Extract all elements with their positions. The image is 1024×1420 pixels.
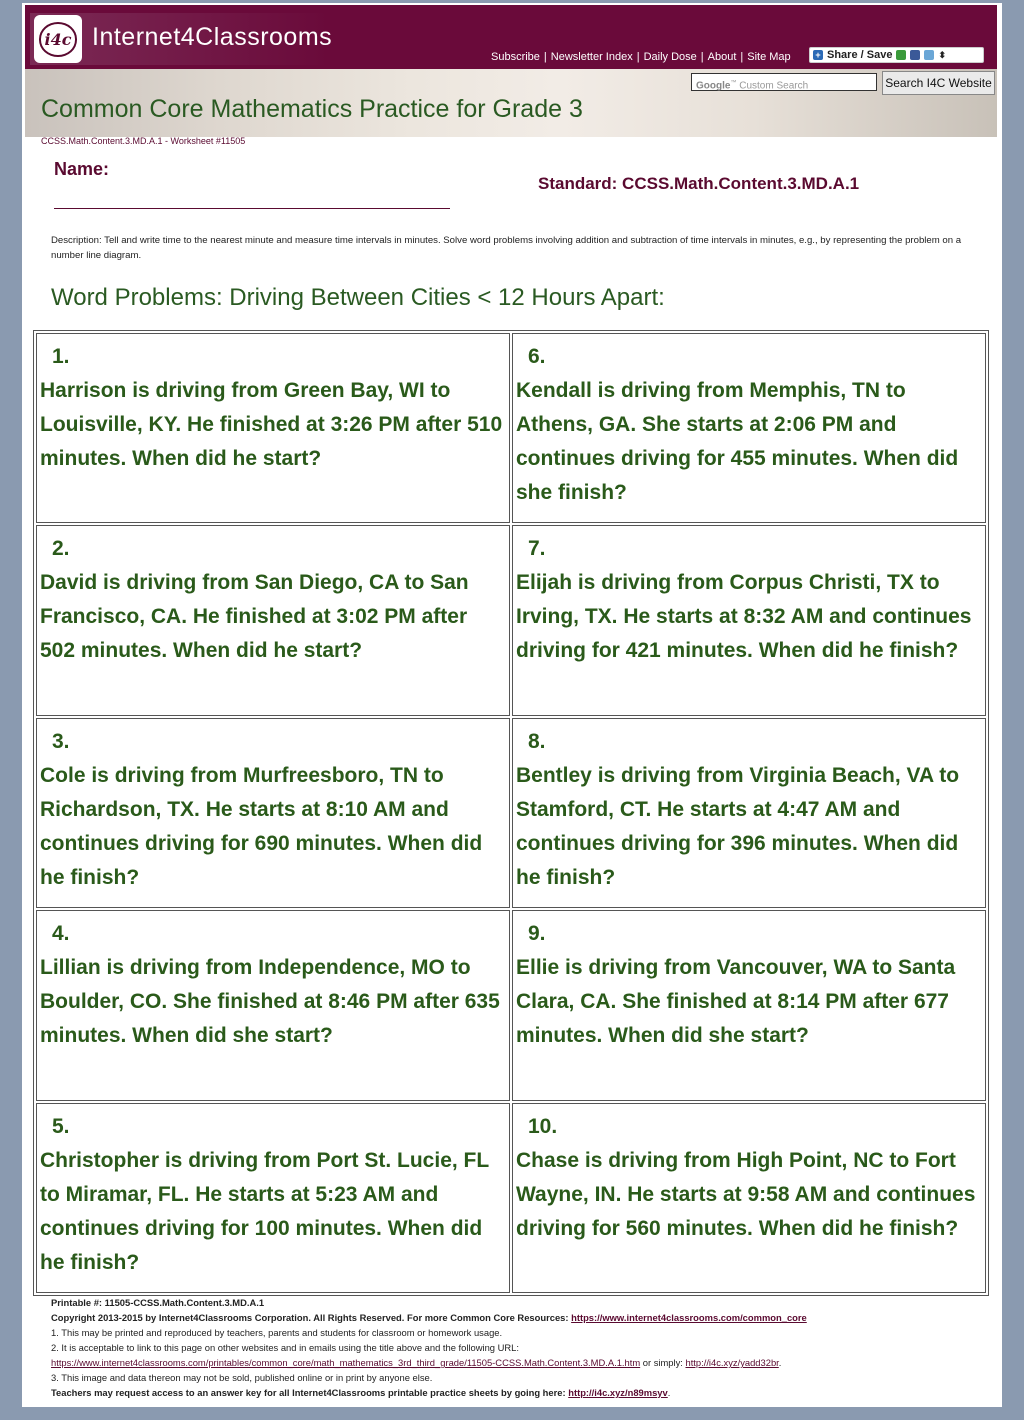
footer-line-3: 3. This image and data thereon may not be sold, published online or in print by anyone else.: [51, 1372, 433, 1383]
site-logo[interactable]: [30, 13, 333, 65]
problem-number: 8.: [528, 729, 546, 753]
problem-number: 9.: [528, 922, 546, 946]
problem-cell: [512, 525, 986, 715]
problem-cell: [512, 1103, 986, 1293]
problem-text: Cole is driving from Murfreesboro, TN to Richardson, TX. He starts at 8:10 AM and continues driving for 690 minutes. When did he finish?: [40, 763, 483, 889]
name-label: Name:: [54, 159, 110, 179]
search-input[interactable]: Google™ Custom Search: [691, 73, 877, 91]
problem-cell: [36, 718, 510, 908]
logo-badge-icon: i4c: [34, 15, 82, 63]
nav-daily-dose[interactable]: Daily Dose: [643, 51, 697, 63]
worksheet-page: [22, 3, 1002, 1407]
top-nav: Subscribe | Newsletter Index | Daily Dose | About | Site Map: [491, 51, 791, 63]
problem-cell: [512, 333, 986, 523]
problem-cell: [36, 333, 510, 523]
answer-key-link[interactable]: http://i4c.xyz/n89msyv: [568, 1387, 668, 1398]
share-green-icon: [896, 50, 906, 60]
copyright-line: Copyright 2013-2015 by Internet4Classrooms Corporation. All Rights Reserved. For more Common Core Resources: https://www.internet4classrooms.com/common_core: [51, 1312, 807, 1323]
worksheet-id: CCSS.Math.Content.3.MD.A.1 - Worksheet #11505: [41, 136, 246, 146]
problem-text: Ellie is driving from Vancouver, WA to Santa Clara, CA. She finished at 8:14 PM after 677 minutes. When did she start?: [516, 956, 956, 1048]
teachers-line: Teachers may request access to an answer key for all Internet4Classrooms printable practice sheets by going here: http://i4c.xyz/n89msyv.: [51, 1387, 671, 1398]
problem-cell: [36, 910, 510, 1100]
page-title: Common Core Mathematics Practice for Grade 3: [41, 95, 583, 123]
short-url-link[interactable]: http://i4c.xyz/yadd32br: [685, 1357, 779, 1368]
problem-number: 2.: [52, 537, 70, 561]
problem-text: Harrison is driving from Green Bay, WI to Louisville, KY. He finished at 3:26 PM after 510 minutes. When did he start?: [40, 379, 503, 470]
chevron-updown-icon: ⬍: [938, 49, 946, 60]
share-save-button[interactable]: [809, 47, 984, 63]
problem-text: Elijah is driving from Corpus Christi, TX to Irving, TX. He starts at 8:32 AM and continues driving for 421 minutes. When did he finish?: [516, 571, 972, 663]
section-title: Word Problems: Driving Between Cities < 12 Hours Apart:: [51, 284, 665, 311]
problem-cell: [512, 718, 986, 908]
site-header: [25, 5, 997, 69]
problem-number: 7.: [528, 537, 546, 561]
nav-about[interactable]: About: [707, 51, 737, 63]
search-button[interactable]: Search I4C Website: [882, 71, 995, 95]
problem-text: Chase is driving from High Point, NC to Fort Wayne, IN. He starts at 9:58 AM and continues driving for 560 minutes. When did he finish?: [516, 1148, 976, 1240]
plus-icon: +: [813, 50, 823, 60]
problem-number: 5.: [52, 1114, 70, 1138]
footer: [51, 1295, 991, 1400]
problem-cell: [36, 1103, 510, 1293]
problem-number: 4.: [52, 922, 70, 946]
standard-label: Standard: CCSS.Math.Content.3.MD.A.1: [538, 174, 860, 193]
problem-text: Bentley is driving from Virginia Beach, VA to Stamford, CT. He starts at 4:47 AM and continues driving for 396 minutes. When did he finish?: [516, 763, 960, 889]
share-label: Share / Save: [827, 49, 893, 61]
problem-cell: [36, 525, 510, 715]
banner: [25, 69, 997, 137]
facebook-icon: [910, 50, 920, 60]
url-line: https://www.internet4classrooms.com/printables/common_core/math_mathematics_3rd_third_grade/11505-CCSS.Math.Content.3.MD.A.1.htm or simply: http://i4c.xyz/yadd32br.: [51, 1357, 782, 1368]
problem-number: 1.: [52, 345, 70, 368]
problem-text: David is driving from San Diego, CA to San Francisco, CA. He finished at 3:02 PM after 502 minutes. When did he start?: [40, 571, 469, 663]
problem-number: 10.: [528, 1114, 558, 1138]
footer-line-2: 2. It is acceptable to link to this page on other websites and in emails using the title above and the following URL:: [51, 1342, 519, 1353]
full-url-link[interactable]: https://www.internet4classrooms.com/printables/common_core/math_mathematics_3rd_third_grade/11505-CCSS.Math.Content.3.MD.A.1.htm: [51, 1357, 641, 1368]
problem-cell: [512, 910, 986, 1100]
description: Description: Tell and write time to the nearest minute and measure time intervals in minutes. Solve word problems involving addition and subtraction of time intervals in minutes, e.g., by representing the problem on a number line diagram.: [51, 235, 962, 261]
problem-text: Christopher is driving from Port St. Lucie, FL to Miramar, FL. He starts at 5:23 AM and continues driving for 100 minutes. When did he finish?: [40, 1148, 489, 1274]
problem-number: 3.: [52, 729, 70, 753]
common-core-link[interactable]: https://www.internet4classrooms.com/common_core: [571, 1312, 807, 1323]
nav-subscribe[interactable]: Subscribe: [491, 51, 540, 63]
logo-text: Internet4Classrooms: [92, 23, 333, 51]
nav-newsletter-index[interactable]: Newsletter Index: [550, 51, 633, 63]
problem-text: Kendall is driving from Memphis, TN to Athens, GA. She starts at 2:06 PM and continues driving for 455 minutes. When did she finish?: [516, 379, 959, 504]
twitter-icon: [924, 50, 934, 60]
printable-number: Printable #: 11505-CCSS.Math.Content.3.MD.A.1: [51, 1297, 265, 1308]
nav-site-map[interactable]: Site Map: [747, 51, 791, 63]
problems-grid: [33, 330, 989, 1296]
footer-line-1: 1. This may be printed and reproduced by teachers, parents and students for classroom or homework usage.: [51, 1327, 503, 1338]
problem-number: 6.: [528, 345, 546, 368]
problem-text: Lillian is driving from Independence, MO to Boulder, CO. She finished at 8:46 PM after 635 minutes. When did she start?: [40, 956, 500, 1048]
name-line: [54, 208, 450, 209]
